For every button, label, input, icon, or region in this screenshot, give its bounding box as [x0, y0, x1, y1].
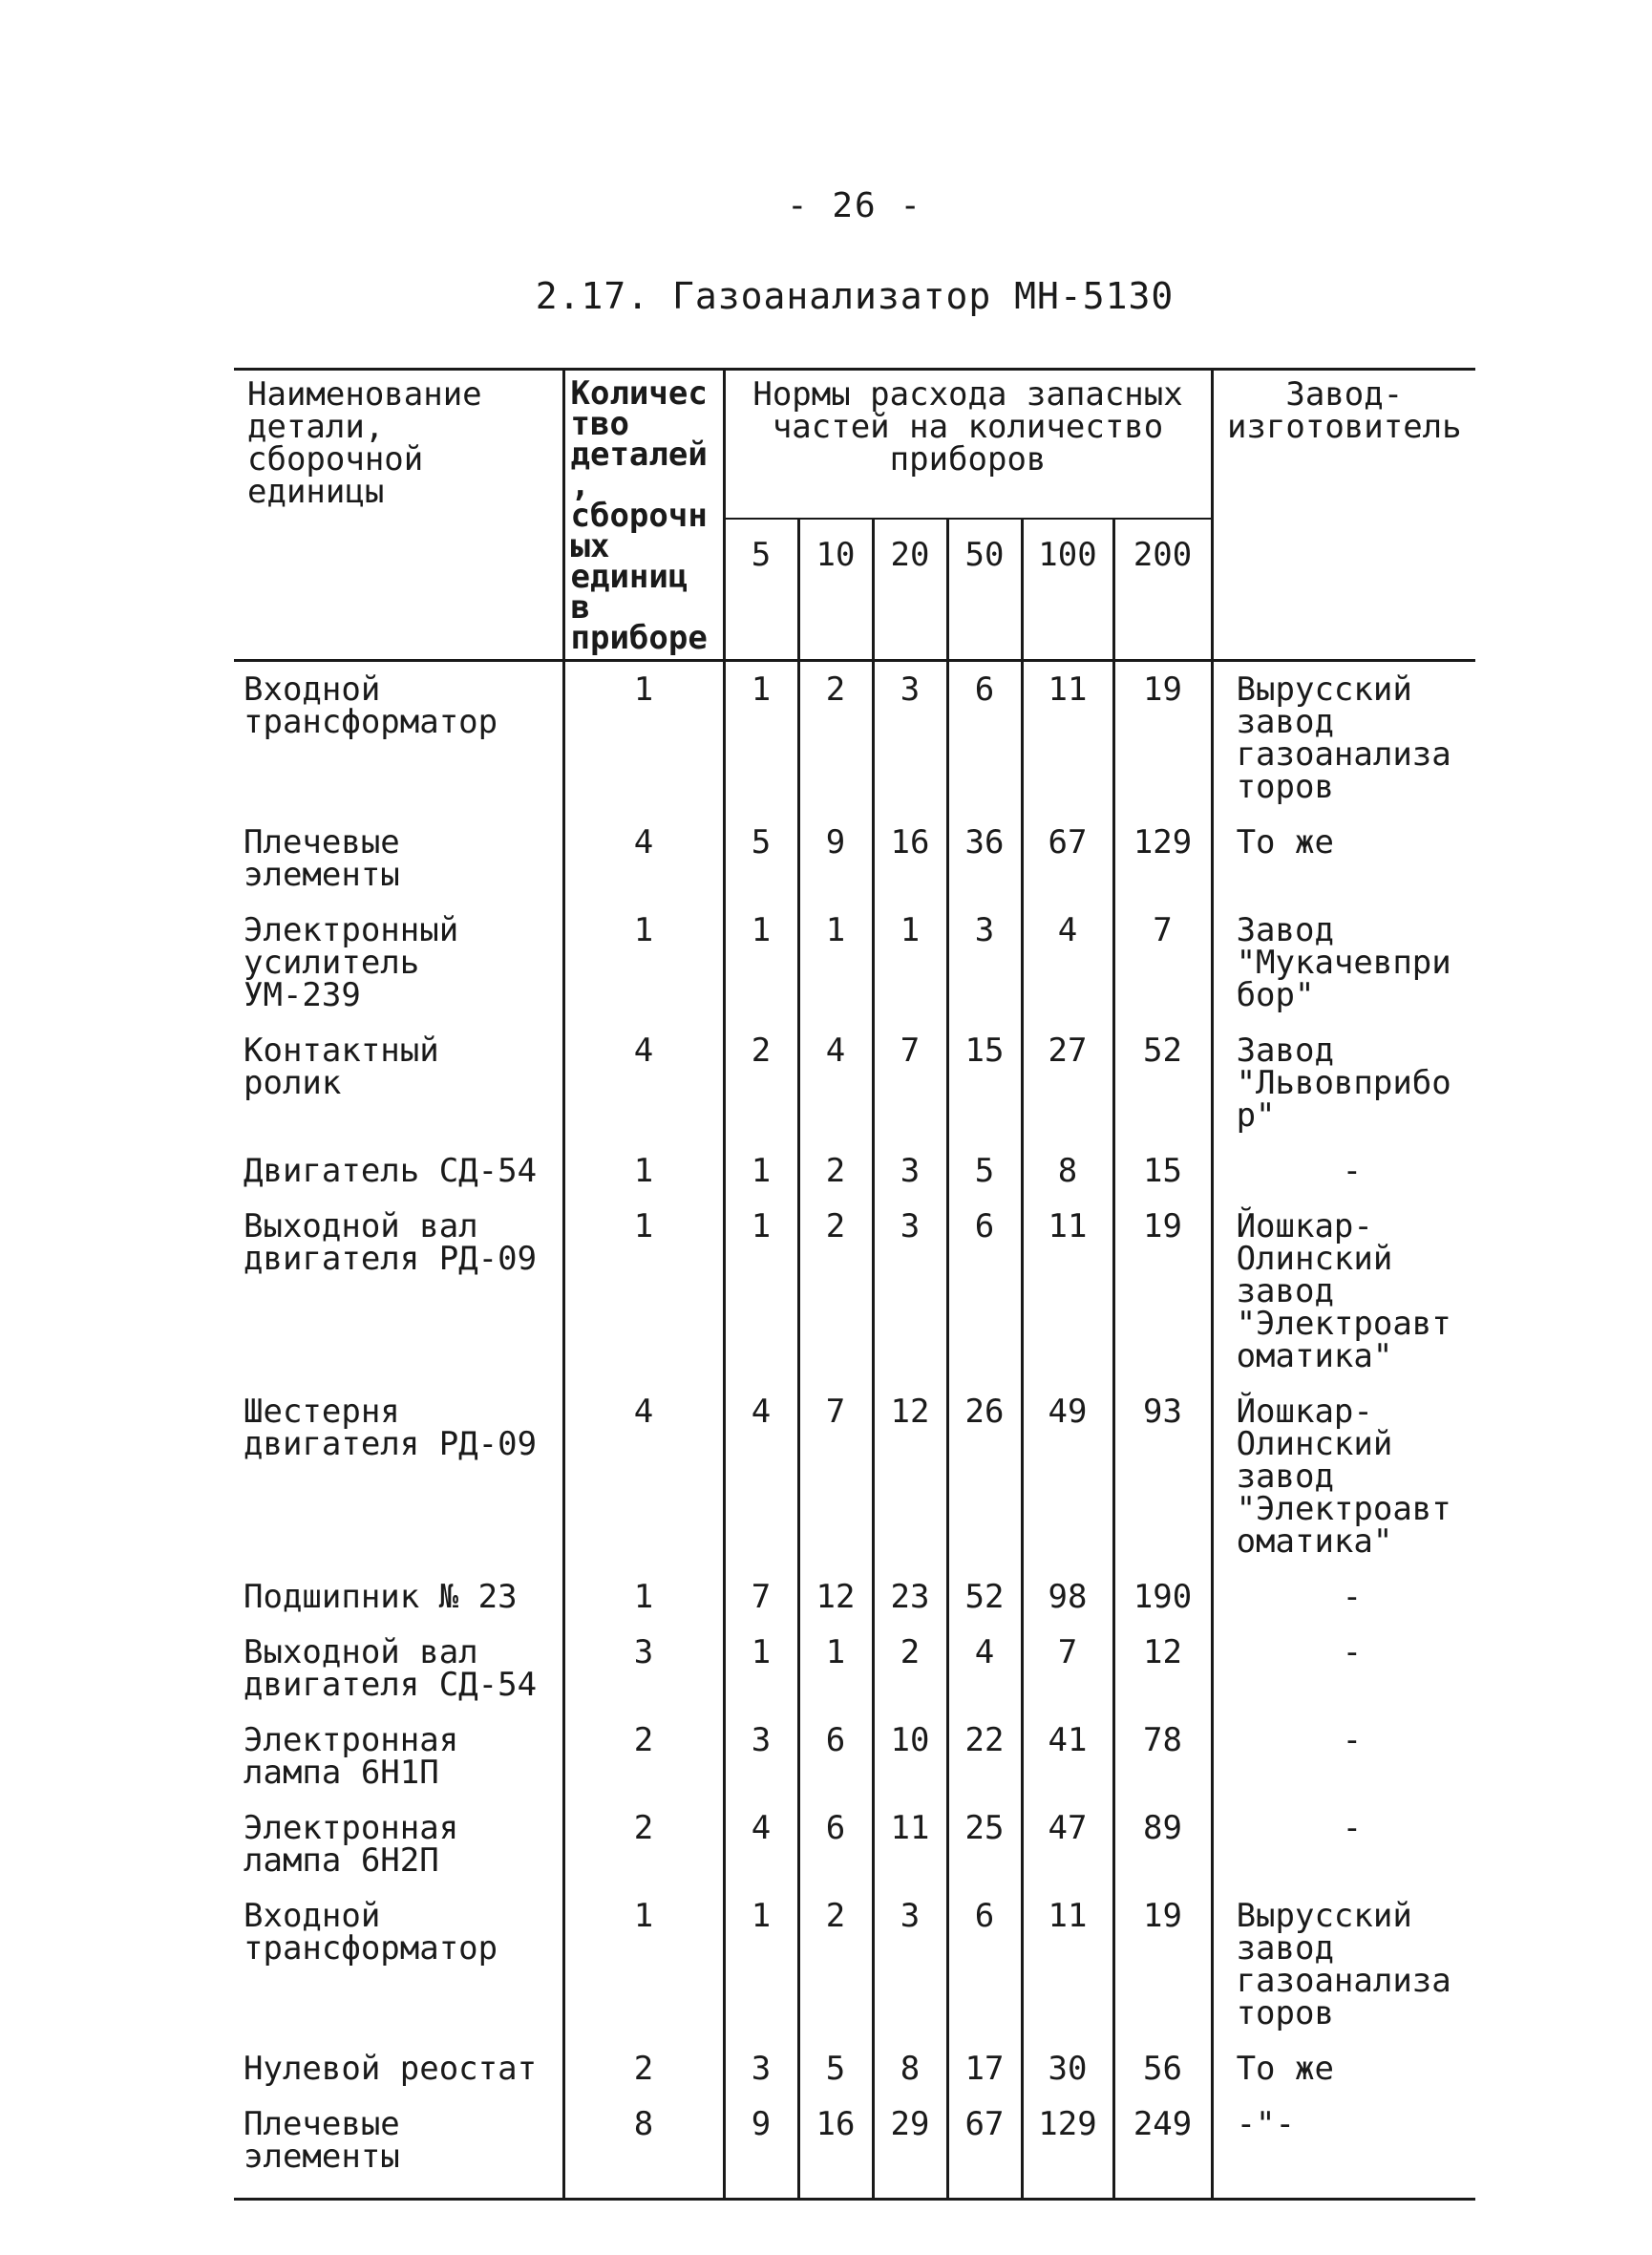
cell-quantity: 1: [563, 661, 724, 816]
cell-part-name: Электронная лампа 6Н1П: [244, 1721, 459, 1792]
cell-norm-20: 23: [873, 1569, 947, 1625]
cell-quantity: 4: [563, 1023, 724, 1143]
cell-quantity: 2: [563, 2041, 724, 2096]
cell-norm-100: 67: [1022, 815, 1113, 903]
cell-norm-200: 249: [1113, 2096, 1212, 2200]
cell-norm-100: 27: [1022, 1023, 1113, 1143]
cell-quantity: 1: [563, 1888, 724, 2041]
cell-norm-50: 3: [947, 903, 1022, 1023]
cell-norm-5: 1: [724, 903, 798, 1023]
cell-norm-5: 1: [724, 1625, 798, 1713]
table-row: [234, 2041, 1475, 2096]
cell-norm-100: 11: [1022, 661, 1113, 816]
cell-norm-200: 19: [1113, 1888, 1212, 2041]
cell-norm-200: 78: [1113, 1713, 1212, 1800]
cell-norm-200: 129: [1113, 815, 1212, 903]
cell-part-name: Подшипник № 23: [244, 1578, 518, 1616]
cell-norm-20: 3: [873, 1199, 947, 1384]
cell-norm-20: 7: [873, 1023, 947, 1143]
header-count-200: 200: [1113, 519, 1212, 661]
table-row: [234, 2096, 1475, 2200]
cell-norm-5: 4: [724, 1800, 798, 1888]
cell-norm-10: 2: [798, 1888, 873, 2041]
cell-norm-5: 1: [724, 1888, 798, 2041]
table-row: [234, 1023, 1475, 1143]
cell-norm-50: 36: [947, 815, 1022, 903]
cell-quantity: 1: [563, 1143, 724, 1199]
cell-norm-10: 5: [798, 2041, 873, 2096]
cell-norm-10: 6: [798, 1800, 873, 1888]
cell-quantity: 2: [563, 1713, 724, 1800]
cell-norm-20: 16: [873, 815, 947, 903]
cell-manufacturer: То же: [1212, 2041, 1475, 2096]
cell-norm-50: 22: [947, 1713, 1022, 1800]
header-count-100: 100: [1022, 519, 1113, 661]
cell-part-name: Плечевые элементы: [234, 2096, 563, 2200]
cell-norm-100: 47: [1022, 1800, 1113, 1888]
cell-norm-50: 4: [947, 1625, 1022, 1713]
cell-quantity: 4: [563, 1384, 724, 1569]
cell-norm-200: 19: [1113, 661, 1212, 816]
cell-norm-5: 3: [724, 1713, 798, 1800]
cell-quantity: 8: [563, 2096, 724, 2200]
cell-norm-10: 2: [798, 1143, 873, 1199]
cell-norm-5: 1: [724, 661, 798, 816]
cell-norm-200: 93: [1113, 1384, 1212, 1569]
cell-norm-50: 26: [947, 1384, 1022, 1569]
cell-norm-200: 52: [1113, 1023, 1212, 1143]
cell-manufacturer: То же: [1212, 815, 1475, 903]
header-count-50: 50: [947, 519, 1022, 661]
cell-norm-5: 2: [724, 1023, 798, 1143]
table-row: [234, 1143, 1475, 1199]
cell-norm-50: 6: [947, 1888, 1022, 2041]
cell-norm-5: 1: [724, 1143, 798, 1199]
cell-quantity: 1: [563, 903, 724, 1023]
cell-norm-10: 1: [798, 1625, 873, 1713]
header-count-20: 20: [873, 519, 947, 661]
cell-part-name: Входной трансформатор: [244, 670, 498, 741]
header-consumption-norms: Нормы расхода запасных частей на количество приборов: [724, 370, 1212, 520]
header-manufacturer: Завод-изготовитель: [1212, 370, 1475, 661]
table-row: [234, 1888, 1475, 2041]
table-row: [234, 903, 1475, 1023]
cell-norm-50: 15: [947, 1023, 1022, 1143]
cell-norm-10: 1: [798, 903, 873, 1023]
cell-norm-50: 5: [947, 1143, 1022, 1199]
cell-norm-100: 8: [1022, 1143, 1113, 1199]
cell-norm-10: 2: [798, 661, 873, 816]
cell-norm-100: 98: [1022, 1569, 1113, 1625]
cell-norm-100: 129: [1022, 2096, 1113, 2200]
cell-norm-20: 3: [873, 661, 947, 816]
cell-norm-5: 4: [724, 1384, 798, 1569]
cell-part-name: Нулевой реостат: [244, 2050, 538, 2088]
cell-norm-50: 6: [947, 1199, 1022, 1384]
cell-manufacturer: Йошкар-Олинский завод "Электроавтоматика": [1212, 1199, 1475, 1384]
cell-norm-10: 16: [798, 2096, 873, 2200]
spare-parts-table: [234, 368, 1475, 2201]
cell-norm-20: 2: [873, 1625, 947, 1713]
header-quantity: Количество деталей, сборочных единиц в приборе: [563, 370, 724, 661]
cell-norm-5: 5: [724, 815, 798, 903]
cell-norm-5: 1: [724, 1199, 798, 1384]
cell-norm-20: 3: [873, 1143, 947, 1199]
cell-norm-20: 3: [873, 1888, 947, 2041]
table-row: [234, 1384, 1475, 1569]
cell-manufacturer: -: [1212, 1625, 1475, 1713]
cell-norm-10: 2: [798, 1199, 873, 1384]
cell-norm-50: 6: [947, 661, 1022, 816]
cell-norm-200: 7: [1113, 903, 1212, 1023]
table-row: [234, 1713, 1475, 1800]
table-row: [234, 1625, 1475, 1713]
cell-norm-50: 25: [947, 1800, 1022, 1888]
cell-manufacturer: Завод "Мукачевприбор": [1212, 903, 1475, 1023]
cell-norm-100: 11: [1022, 1199, 1113, 1384]
cell-part-name: Контактный ролик: [244, 1032, 439, 1102]
cell-part-name: Плечевые элементы: [244, 823, 400, 894]
cell-norm-10: 4: [798, 1023, 873, 1143]
cell-part-name: Выходной вал двигателя СД-54: [244, 1633, 538, 1704]
cell-quantity: 2: [563, 1800, 724, 1888]
cell-norm-10: 9: [798, 815, 873, 903]
cell-norm-200: 89: [1113, 1800, 1212, 1888]
page-number: - 26 -: [786, 186, 923, 225]
cell-norm-20: 10: [873, 1713, 947, 1800]
cell-manufacturer: -: [1212, 1143, 1475, 1199]
cell-norm-200: 56: [1113, 2041, 1212, 2096]
table-row: [234, 1199, 1475, 1384]
cell-part-name: Шестерня двигателя РД-09: [244, 1393, 538, 1463]
cell-part-name: Двигатель СД-54: [244, 1152, 538, 1190]
cell-manufacturer: -: [1212, 1713, 1475, 1800]
cell-norm-20: 29: [873, 2096, 947, 2200]
cell-quantity: 4: [563, 815, 724, 903]
cell-manufacturer: -: [1212, 1569, 1475, 1625]
cell-norm-20: 11: [873, 1800, 947, 1888]
cell-norm-100: 11: [1022, 1888, 1113, 2041]
cell-norm-200: 19: [1113, 1199, 1212, 1384]
cell-norm-10: 12: [798, 1569, 873, 1625]
document-title: 2.17. Газоанализатор МН-5130: [535, 275, 1175, 317]
cell-norm-50: 17: [947, 2041, 1022, 2096]
cell-norm-50: 67: [947, 2096, 1022, 2200]
spare-parts-table-container: [234, 368, 1475, 2201]
cell-norm-50: 52: [947, 1569, 1022, 1625]
table-body: [234, 661, 1475, 2200]
cell-norm-100: 7: [1022, 1625, 1113, 1713]
cell-norm-5: 9: [724, 2096, 798, 2200]
cell-norm-5: 7: [724, 1569, 798, 1625]
cell-quantity: 1: [563, 1569, 724, 1625]
cell-norm-10: 6: [798, 1713, 873, 1800]
table-row: [234, 1569, 1475, 1625]
cell-quantity: 3: [563, 1625, 724, 1713]
header-part-name: Наименование детали, сборочной единицы: [234, 370, 563, 661]
cell-manufacturer: Вырусский завод газоанализаторов: [1212, 661, 1475, 816]
table-header: [234, 370, 1475, 661]
cell-norm-100: 30: [1022, 2041, 1113, 2096]
header-count-5: 5: [724, 519, 798, 661]
table-row: [234, 1800, 1475, 1888]
cell-norm-20: 8: [873, 2041, 947, 2096]
cell-norm-5: 3: [724, 2041, 798, 2096]
cell-manufacturer: -: [1212, 1800, 1475, 1888]
table-row: [234, 661, 1475, 816]
cell-manufacturer: Вырусский завод газоанализаторов: [1212, 1888, 1475, 2041]
table-row: [234, 815, 1475, 903]
cell-manufacturer: Йошкар-Олинский завод "Электроавтоматика": [1212, 1384, 1475, 1569]
cell-norm-200: 190: [1113, 1569, 1212, 1625]
cell-manufacturer: -"-: [1212, 2096, 1475, 2200]
cell-norm-200: 15: [1113, 1143, 1212, 1199]
cell-norm-10: 7: [798, 1384, 873, 1569]
cell-part-name: Выходной вал двигателя РД-09: [244, 1207, 538, 1278]
cell-norm-20: 12: [873, 1384, 947, 1569]
header-count-10: 10: [798, 519, 873, 661]
cell-part-name: Входной трансформатор: [244, 1897, 498, 1968]
cell-norm-100: 49: [1022, 1384, 1113, 1569]
cell-part-name: Электронный усилитель УМ-239: [244, 911, 459, 1014]
cell-part-name: Электронная лампа 6Н2П: [244, 1809, 459, 1880]
cell-quantity: 1: [563, 1199, 724, 1384]
cell-norm-100: 4: [1022, 903, 1113, 1023]
cell-manufacturer: Завод "Львовприбор": [1212, 1023, 1475, 1143]
cell-norm-200: 12: [1113, 1625, 1212, 1713]
cell-norm-20: 1: [873, 903, 947, 1023]
cell-norm-100: 41: [1022, 1713, 1113, 1800]
